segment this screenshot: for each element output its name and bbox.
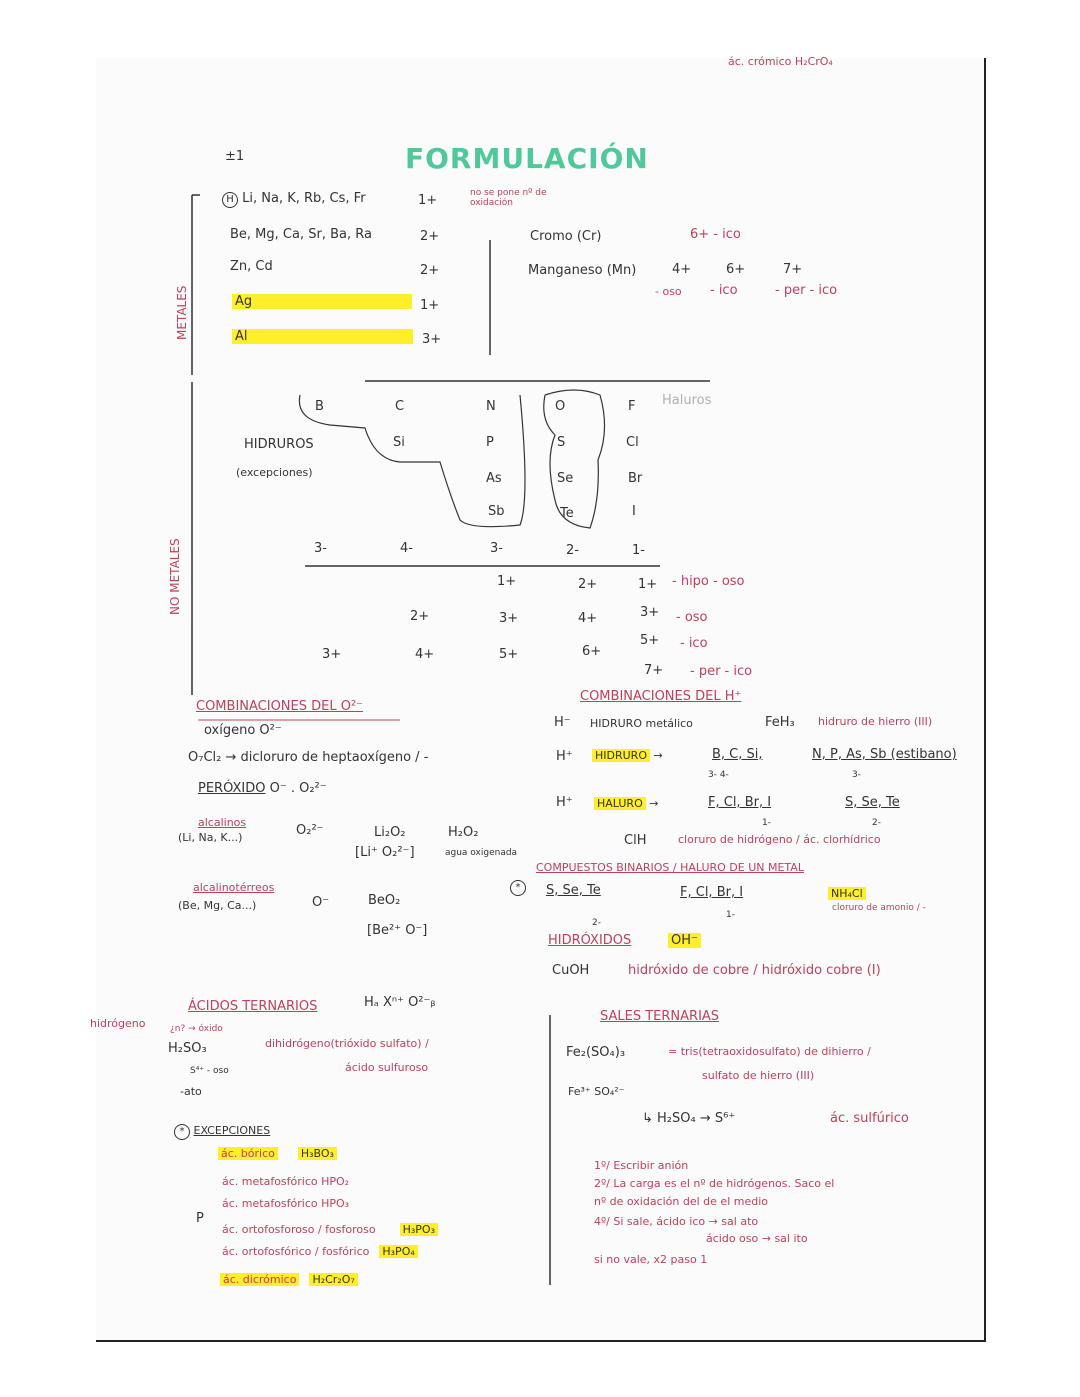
haluro-hl: HALURO → — [594, 798, 658, 811]
fe2so43: Fe₂(SO₄)₃ — [566, 1045, 626, 1060]
pos-ox-o-2: 4+ — [578, 611, 598, 626]
neg-ox-c: 4- — [400, 541, 413, 556]
pos-ox-c-2: 4+ — [415, 647, 435, 662]
step-6: si no vale, x2 paso 1 — [594, 1253, 708, 1266]
h2so4-arrow: ↳ H₂SO₄ → S⁶⁺ — [642, 1111, 736, 1126]
haluro-ox: 1- — [762, 818, 771, 828]
pos-ox-n-3: 5+ — [499, 647, 519, 662]
o7cl2-line: O₇Cl₂ → dicloruro de heptaoxígeno / - — [188, 750, 429, 765]
acidos-name-2: ácido sulfuroso — [345, 1061, 429, 1074]
s-se-te: S, Se, Te — [546, 883, 601, 898]
comb-hidrogeno-title: COMBINACIONES DEL H⁺ — [580, 689, 742, 704]
hidruro-label: HIDRURO — [592, 749, 650, 762]
hidruro-hl: HIDRURO → — [592, 750, 663, 763]
li-bracket: [Li⁺ O₂²⁻] — [355, 845, 415, 860]
exception-1-formula: H₃BO₃ — [298, 1147, 337, 1160]
peroxido-formula: O⁻ . O₂²⁻ — [269, 781, 327, 796]
element-b: B — [315, 399, 324, 414]
metal-ox-5: 3+ — [422, 332, 442, 347]
pos-ox-f-1: 1+ — [638, 577, 658, 592]
exception-5 — [222, 1246, 418, 1259]
li2o2: Li₂O₂ — [374, 825, 406, 840]
clh: ClH — [624, 833, 647, 848]
element-cl: Cl — [626, 435, 639, 450]
nh4cl-hl — [828, 888, 866, 901]
neg-ox-n: 3- — [490, 541, 503, 556]
element-p: P — [486, 435, 494, 450]
mn-ox-2: 6+ — [726, 262, 746, 277]
element-o: O — [555, 399, 566, 414]
side-label-hidrogeno: hidrógeno — [90, 1017, 146, 1030]
top-note: ác. crómico H₂CrO₄ — [728, 55, 833, 68]
pos-ox-f-4: 7+ — [644, 663, 664, 678]
ato: -ato — [180, 1085, 202, 1098]
exception-2: ác. metafosfórico HPO₂ — [222, 1175, 350, 1188]
h2o2: H₂O₂ — [448, 825, 479, 840]
step-1: 1º/ Escribir anión — [594, 1159, 689, 1172]
alcalinoterreos-label: alcalinotérreos — [193, 881, 275, 894]
hidruros-label: HIDRUROS — [244, 437, 314, 452]
hidruro-ox-2: 3- — [852, 770, 861, 780]
cuoh: CuOH — [552, 963, 590, 978]
metal-row-2: Be, Mg, Ca, Sr, Ba, Ra — [230, 227, 372, 242]
acidos-title: ÁCIDOS TERNARIOS — [188, 999, 318, 1014]
pos-ox-n-2: 3+ — [499, 611, 519, 626]
fe-name-2: sulfato de hierro (III) — [702, 1069, 815, 1082]
hidroxidos-title: HIDRÓXIDOS — [548, 933, 632, 948]
metal-ox-3: 2+ — [420, 263, 440, 278]
halogen-suffix-1: - hipo - oso — [672, 574, 745, 589]
cromo-label: Cromo (Cr) — [530, 229, 602, 244]
h-minus: H⁻ — [554, 715, 571, 730]
exception-1 — [218, 1148, 337, 1161]
pos-ox-f-3: 5+ — [640, 633, 660, 648]
metal-row-3: Zn, Cd — [230, 259, 273, 274]
element-s: S — [557, 435, 566, 450]
excepciones-header — [174, 1124, 270, 1140]
comb-oxigeno-title: COMBINACIONES DEL O²⁻ — [196, 699, 364, 714]
star-icon-2: * — [174, 1124, 190, 1140]
clh-name: cloruro de hidrógeno / ác. clorhídrico — [678, 833, 881, 846]
mn-suffix-2: - ico — [710, 283, 738, 298]
side-label-no-metales: NO METALES — [168, 538, 182, 615]
star-marker — [510, 880, 526, 896]
mn-suffix-3: - per - ico — [775, 283, 838, 298]
element-te: Te — [560, 506, 574, 521]
pos-ox-c-1: 2+ — [410, 609, 430, 624]
f-cl-br-i: F, Cl, Br, I — [680, 885, 744, 900]
haluro-elements-2: S, Se, Te — [845, 795, 900, 810]
cromo-ox: 6+ - ico — [690, 227, 741, 242]
binarios-title: COMPUESTOS BINARIOS / HALURO DE UN METAL — [536, 861, 804, 874]
acidos-general: Hₐ Xⁿ⁺ O²⁻ᵦ — [364, 995, 436, 1010]
side-label-metales: METALES — [175, 285, 189, 340]
pos-ox-b: 3+ — [322, 647, 342, 662]
beo2: BeO₂ — [368, 893, 401, 908]
ag-label: Ag — [232, 294, 412, 309]
neg-ox-b: 3- — [314, 541, 327, 556]
no-ox-note: no se pone nº de oxidación — [470, 188, 547, 209]
metal-ox-2: 2+ — [420, 229, 440, 244]
h-circle: H — [222, 192, 238, 208]
halogen-suffix-3: - ico — [680, 636, 708, 651]
element-i: I — [632, 504, 636, 519]
mn-suffix-1: - oso — [655, 285, 682, 298]
haluro-ox-2: 2- — [872, 818, 881, 828]
element-br: Br — [628, 471, 643, 486]
excepciones-label: (excepciones) — [236, 466, 313, 479]
haluro-elements: F, Cl, Br, I — [708, 795, 772, 810]
p-label: P — [196, 1211, 204, 1226]
al-label: Al — [232, 329, 413, 344]
nh4cl-name: cloruro de amonio / - — [832, 903, 926, 913]
acidos-question: ¿n? → óxido — [170, 1024, 223, 1034]
metal-ox-1: 1+ — [418, 193, 438, 208]
element-n: N — [486, 399, 496, 414]
manganeso-label: Manganeso (Mn) — [528, 263, 637, 278]
alcalinos-label: alcalinos — [198, 816, 247, 829]
alcalinoterreos-elements: (Be, Mg, Ca...) — [178, 899, 257, 912]
exception-6-formula: H₂Cr₂O₇ — [309, 1273, 357, 1286]
oh-ion — [668, 934, 701, 949]
element-f: F — [628, 399, 636, 414]
alcalinoterreos-ion: O⁻ — [312, 895, 330, 910]
haluros-label: Haluros — [662, 393, 712, 408]
oh-formula: OH⁻ — [668, 933, 701, 948]
h-plus-1: H⁺ — [556, 749, 573, 764]
hidruro-elements: B, C, Si, — [712, 747, 763, 762]
exception-3: ác. metafosfórico HPO₃ — [222, 1197, 350, 1210]
alcalinos-elements: (Li, Na, K...) — [178, 831, 243, 844]
cuoh-name: hidróxido de cobre / hidróxido cobre (I) — [628, 963, 881, 978]
step-5: ácido oso → sal ito — [706, 1232, 808, 1245]
neg-ox-f: 1- — [632, 543, 645, 558]
exception-6-name: ác. dicrómico — [220, 1273, 299, 1286]
acidos-name-1: dihidrógeno(trióxido sulfato) / — [265, 1037, 429, 1050]
element-c: C — [395, 399, 405, 414]
hidruro-elements-2: N, P, As, Sb (estibano) — [812, 747, 957, 762]
pos-ox-o-3: 6+ — [582, 644, 602, 659]
alcalinos-ion: O₂²⁻ — [296, 823, 324, 838]
exception-6 — [220, 1274, 358, 1287]
sales-title: SALES TERNARIAS — [600, 1009, 720, 1024]
pos-ox-n-1: 1+ — [497, 574, 517, 589]
acido-sulfurico: ác. sulfúrico — [830, 1111, 909, 1126]
neg-ox-o: 2- — [566, 543, 579, 558]
mn-ox-1: 4+ — [672, 262, 692, 277]
halogen-suffix-2: - oso — [676, 610, 708, 625]
s-ox: 2- — [592, 918, 601, 928]
fe-name: = tris(tetraoxidosulfato) de dihierro / — [668, 1045, 871, 1058]
metal-row-1 — [222, 192, 366, 208]
h2so3: H₂SO₃ — [168, 1041, 207, 1056]
haluro-label: HALURO — [594, 797, 646, 810]
feh3-name: hidruro de hierro (III) — [818, 715, 933, 728]
metal-ox-4: 1+ — [420, 298, 440, 313]
step-2: 2º/ La carga es el nº de hidrógenos. Saco el — [594, 1177, 835, 1190]
nh4cl: NH₄Cl — [828, 887, 866, 900]
page-title: FORMULACIÓN — [405, 142, 649, 175]
pos-ox-f-2: 3+ — [640, 605, 660, 620]
feh3: FeH₃ — [765, 715, 795, 730]
mn-ox-3: 7+ — [783, 262, 803, 277]
star-icon: * — [510, 880, 526, 896]
plus-minus-one: ±1 — [225, 149, 245, 164]
hidruro-ox: 3- 4- — [708, 770, 729, 780]
exception-5-name: ác. ortofosfórico / fosfórico — [222, 1245, 370, 1258]
peroxido-title: PERÓXIDO — [198, 781, 266, 796]
agua-oxigenada: agua oxigenada — [445, 848, 518, 858]
pos-ox-o-1: 2+ — [578, 577, 598, 592]
peroxido-label — [198, 782, 327, 797]
element-sb: Sb — [488, 504, 505, 519]
metal-row-4 — [232, 295, 412, 310]
oxigeno-line: oxígeno O²⁻ — [204, 723, 282, 738]
element-as: As — [486, 471, 502, 486]
metal-elements: Li, Na, K, Rb, Cs, Fr — [242, 191, 366, 206]
exception-4-formula: H₃PO₃ — [400, 1223, 438, 1236]
hidruro-metalico: HIDRURO metálico — [590, 717, 693, 730]
exception-4 — [222, 1224, 438, 1237]
element-se: Se — [557, 471, 574, 486]
s4-oso: S⁴⁺ - oso — [190, 1066, 229, 1076]
element-si: Si — [393, 435, 405, 450]
step-4: 4º/ Si sale, ácido ico → sal ato — [594, 1215, 759, 1228]
step-3: nº de oxidación del de el medio — [594, 1195, 769, 1208]
h-plus-2: H⁺ — [556, 795, 573, 810]
exception-4-name: ác. ortofosforoso / fosforoso — [222, 1223, 376, 1236]
exception-5-formula: H₃PO₄ — [379, 1245, 417, 1258]
metal-row-5 — [232, 330, 413, 345]
exception-1-name: ác. bórico — [218, 1147, 278, 1160]
excepciones-title: EXCEPCIONES — [193, 1124, 271, 1137]
halogen-suffix-4: - per - ico — [690, 664, 753, 679]
be-bracket: [Be²⁺ O⁻] — [367, 923, 428, 938]
f-ox: 1- — [726, 910, 735, 920]
ions: Fe³⁺ SO₄²⁻ — [568, 1085, 625, 1098]
